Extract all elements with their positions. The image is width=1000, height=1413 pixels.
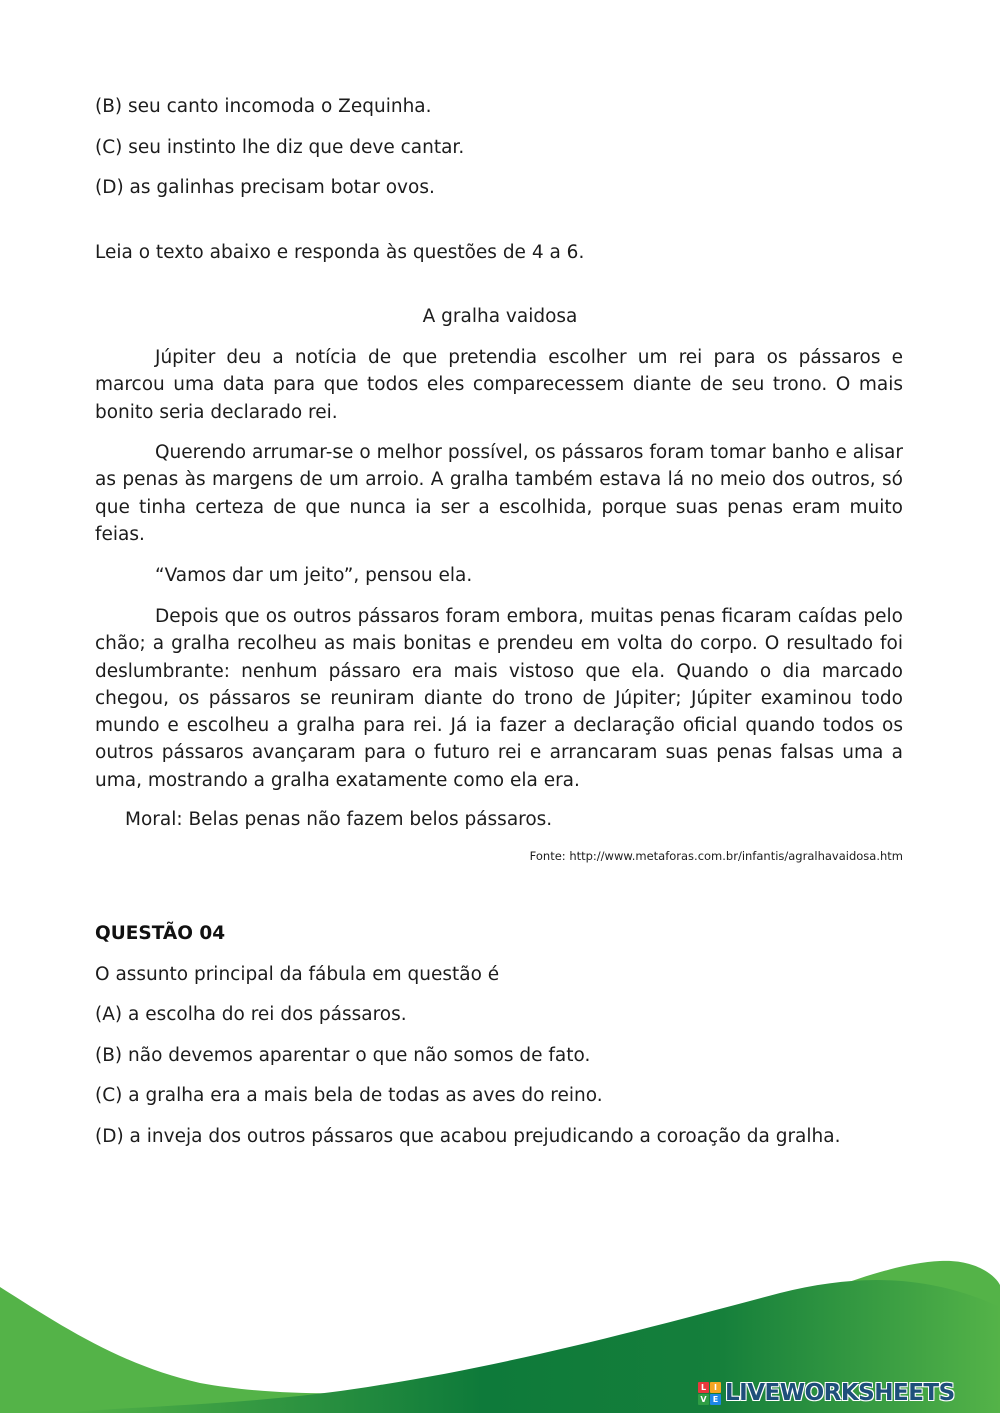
answer-option-a: (A) a escolha do rei dos pássaros.	[95, 1004, 407, 1025]
fable-paragraph: Júpiter deu a notícia de que pretendia escolher um rei para os pássaros e marcou uma data para que todos eles comparecessem diante de seu trono. O mais bonito seria declarado rei.	[95, 347, 903, 423]
liveworksheets-logo	[698, 1378, 955, 1408]
answer-option-d: (D) a inveja dos outros pássaros que acabou prejudicando a coroação da gralha.	[95, 1126, 841, 1147]
answer-option-b: (B) não devemos aparentar o que não somos de fato.	[95, 1045, 591, 1066]
fable-paragraph: Depois que os outros pássaros foram embora, muitas penas ficaram caídas pelo chão; a gralha recolheu as mais bonitas e prendeu em volta do corpo. O resultado foi deslumbrante: nenhum pássaro era mais vistoso que ela. Quando o dia marcado chegou, os pássaros se reuniram diante do trono de Júpiter; Júpiter examinou todo mundo e escolheu a gralha para rei. Já ia fazer a declaração oficial quando todos os outros pássaros avançaram para o futuro rei e arrancaram suas penas falsas uma a uma, mostrando a gralha exatamente como ela era.	[95, 606, 903, 791]
question-heading: QUESTÃO 04	[95, 923, 226, 944]
previous-option-c: (C) seu instinto lhe diz que deve cantar.	[95, 137, 465, 158]
liveworksheets-mark-icon: L I V E	[698, 1382, 721, 1405]
previous-option-b: (B) seu canto incomoda o Zequinha.	[95, 96, 432, 117]
fable-moral: Moral: Belas penas não fazem belos pássaros.	[125, 809, 553, 830]
fable-title: A gralha vaidosa	[422, 306, 578, 327]
liveworksheets-wordmark: LIVEWORKSHEETS	[725, 1380, 955, 1406]
fable-paragraph: Querendo arrumar-se o melhor possível, os pássaros foram tomar banho e alisar as penas às margens de um arroio. A gralha também estava lá no meio dos outros, só que tinha certeza de que nunca ia ser a escolhida, porque suas penas eram muito feias.	[95, 442, 903, 545]
question-prompt: O assunto principal da fábula em questão é	[95, 964, 500, 985]
reading-instruction: Leia o texto abaixo e responda às questões de 4 a 6.	[95, 242, 585, 263]
fable-source: Fonte: http://www.metaforas.com.br/infantis/agralhavaidosa.htm	[529, 849, 903, 863]
answer-option-c: (C) a gralha era a mais bela de todas as aves do reino.	[95, 1085, 603, 1106]
previous-option-d: (D) as galinhas precisam botar ovos.	[95, 177, 435, 198]
fable-paragraph: “Vamos dar um jeito”, pensou ela.	[155, 565, 473, 586]
